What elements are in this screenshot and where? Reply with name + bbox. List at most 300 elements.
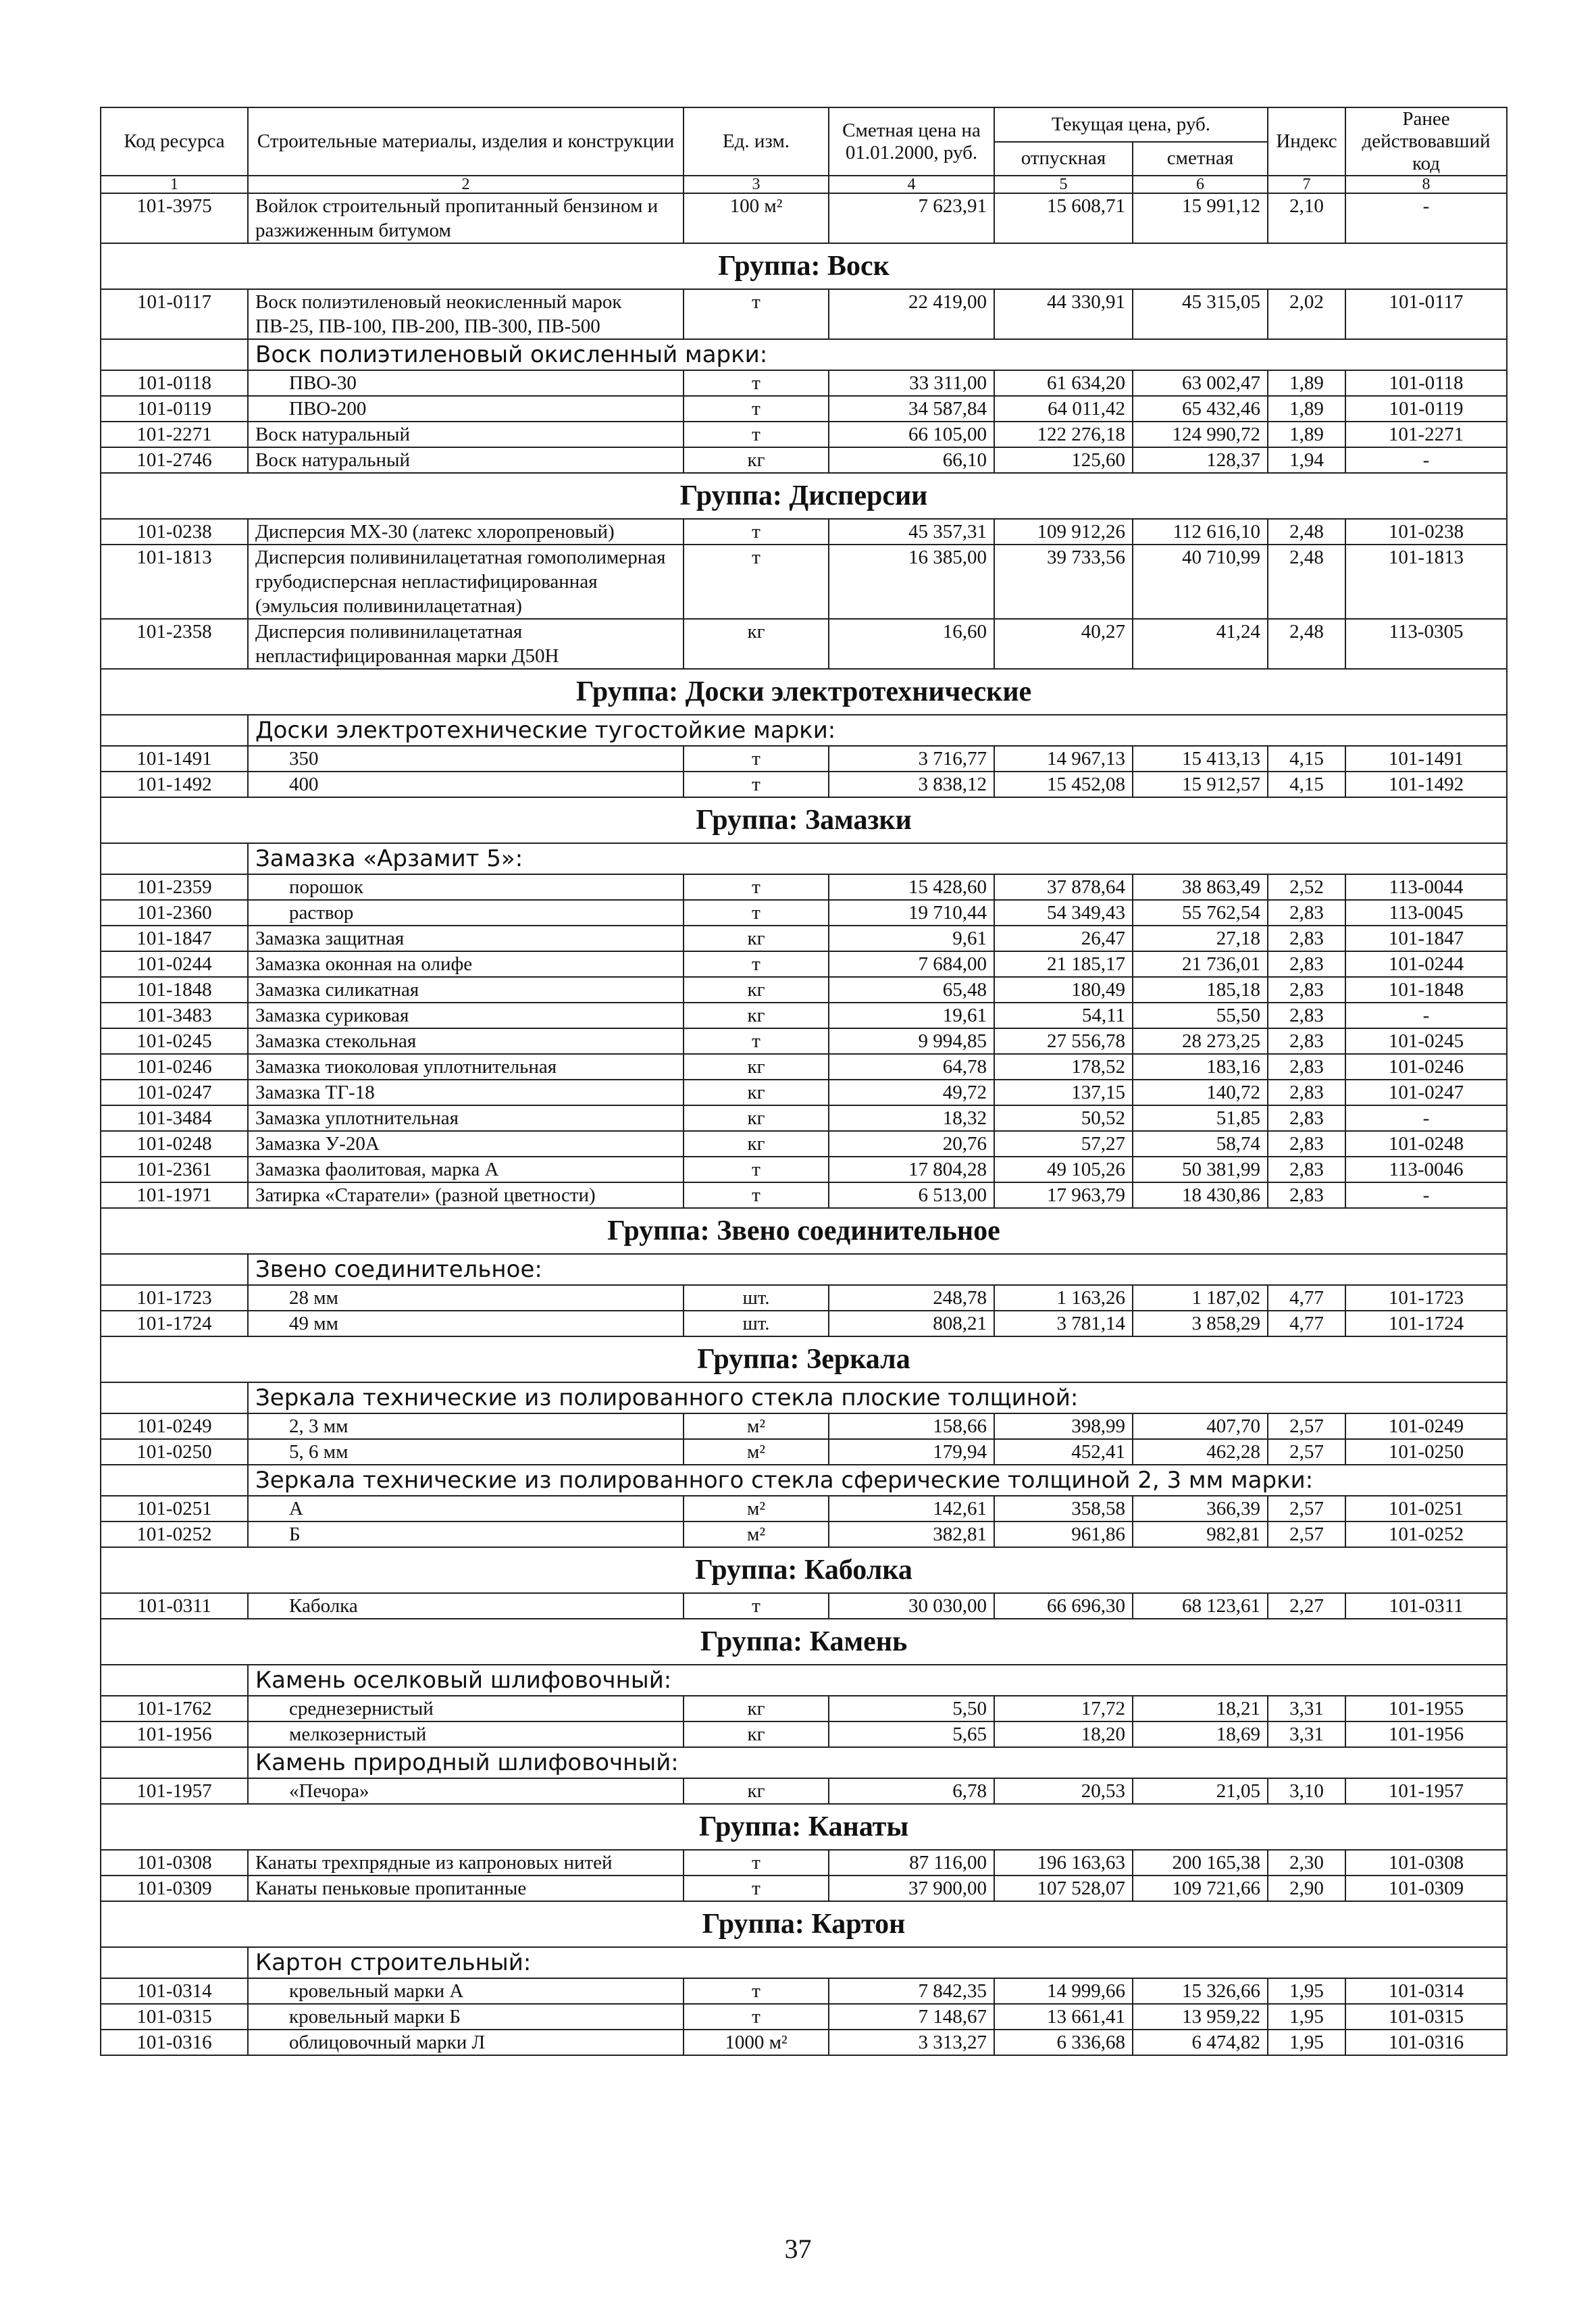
unit: т <box>684 1157 829 1182</box>
group-heading: Группа: Зеркала <box>101 1336 1507 1382</box>
release-price: 64 011,42 <box>994 396 1133 422</box>
table-row <box>101 1003 1507 1028</box>
column-number-row <box>101 176 1507 193</box>
estimate-price: 40 710,99 <box>1133 545 1268 619</box>
material-name: Замазка ТГ-18 <box>248 1080 684 1105</box>
release-price: 109 912,26 <box>994 519 1133 545</box>
base-price: 19,61 <box>829 1003 994 1028</box>
unit: т <box>684 746 829 772</box>
resource-code: 101-0118 <box>101 370 248 396</box>
previous-code: - <box>1345 1182 1507 1208</box>
subgroup-heading: Картон строительный: <box>248 1947 1507 1978</box>
resource-code: 101-0248 <box>101 1131 248 1157</box>
table-row <box>101 1850 1507 1876</box>
group-heading: Группа: Канаты <box>101 1804 1507 1850</box>
release-price: 27 556,78 <box>994 1028 1133 1054</box>
release-price: 180,49 <box>994 977 1133 1003</box>
base-price: 808,21 <box>829 1311 994 1336</box>
unit: кг <box>684 447 829 473</box>
group-heading-row <box>101 1619 1507 1665</box>
release-price: 21 185,17 <box>994 951 1133 977</box>
release-price: 20,53 <box>994 1778 1133 1804</box>
material-name: Канаты трехпрядные из капроновых нитей <box>248 1850 684 1876</box>
previous-code: 101-0117 <box>1345 289 1507 339</box>
previous-code: 101-1723 <box>1345 1285 1507 1311</box>
base-price: 22 419,00 <box>829 289 994 339</box>
resource-code: 101-2359 <box>101 874 248 900</box>
estimate-price: 50 381,99 <box>1133 1157 1268 1182</box>
estimate-price: 15 991,12 <box>1133 193 1268 243</box>
previous-code: 101-1956 <box>1345 1721 1507 1747</box>
price-index: 1,89 <box>1268 370 1345 396</box>
group-heading-row <box>101 1208 1507 1254</box>
resource-code: 101-0309 <box>101 1876 248 1901</box>
unit: т <box>684 1850 829 1876</box>
material-name: «Печора» <box>248 1778 684 1804</box>
base-price: 17 804,28 <box>829 1157 994 1182</box>
subgroup-spacer <box>101 1665 248 1696</box>
price-index: 2,48 <box>1268 519 1345 545</box>
col-number: 5 <box>994 176 1133 193</box>
estimate-price: 45 315,05 <box>1133 289 1268 339</box>
group-heading-row <box>101 669 1507 715</box>
estimate-price: 124 990,72 <box>1133 422 1268 447</box>
estimate-price: 55,50 <box>1133 1003 1268 1028</box>
resource-code: 101-0250 <box>101 1439 248 1465</box>
table-row <box>101 1131 1507 1157</box>
material-name: Воск натуральный <box>248 447 684 473</box>
unit: 100 м² <box>684 193 829 243</box>
price-index: 2,02 <box>1268 289 1345 339</box>
price-index: 2,83 <box>1268 1003 1345 1028</box>
estimate-price: 28 273,25 <box>1133 1028 1268 1054</box>
base-price: 19 710,44 <box>829 900 994 926</box>
base-price: 18,32 <box>829 1105 994 1131</box>
estimate-price: 18 430,86 <box>1133 1182 1268 1208</box>
table-row <box>101 1028 1507 1054</box>
unit: кг <box>684 1696 829 1721</box>
table-row <box>101 519 1507 545</box>
material-name: Б <box>248 1521 684 1547</box>
unit: кг <box>684 1105 829 1131</box>
resource-code: 101-0315 <box>101 2004 248 2030</box>
resource-code: 101-2271 <box>101 422 248 447</box>
resource-code: 101-3975 <box>101 193 248 243</box>
estimate-price: 18,69 <box>1133 1721 1268 1747</box>
release-price: 1 163,26 <box>994 1285 1133 1311</box>
subgroup-spacer <box>101 843 248 874</box>
estimate-price: 51,85 <box>1133 1105 1268 1131</box>
resource-code: 101-0247 <box>101 1080 248 1105</box>
previous-code: - <box>1345 1105 1507 1131</box>
estimate-price: 112 616,10 <box>1133 519 1268 545</box>
previous-code: 101-2271 <box>1345 422 1507 447</box>
previous-code: 101-0249 <box>1345 1413 1507 1439</box>
price-index: 1,95 <box>1268 2030 1345 2055</box>
material-name: порошок <box>248 874 684 900</box>
release-price: 107 528,07 <box>994 1876 1133 1901</box>
unit: т <box>684 874 829 900</box>
base-price: 179,94 <box>829 1439 994 1465</box>
previous-code: 101-0252 <box>1345 1521 1507 1547</box>
resource-code: 101-0245 <box>101 1028 248 1054</box>
group-heading-row <box>101 797 1507 843</box>
price-index: 2,90 <box>1268 1876 1345 1901</box>
material-name: раствор <box>248 900 684 926</box>
header-row <box>101 107 1507 142</box>
resource-code: 101-1847 <box>101 926 248 951</box>
base-price: 158,66 <box>829 1413 994 1439</box>
group-heading-row <box>101 243 1507 289</box>
release-price: 125,60 <box>994 447 1133 473</box>
material-name: Замазка оконная на олифе <box>248 951 684 977</box>
unit: т <box>684 1028 829 1054</box>
release-price: 37 878,64 <box>994 874 1133 900</box>
material-name: Замазка суриковая <box>248 1003 684 1028</box>
release-price: 57,27 <box>994 1131 1133 1157</box>
unit: кг <box>684 1778 829 1804</box>
header-unit: Ед. изм. <box>684 107 829 176</box>
material-name: Замазка стекольная <box>248 1028 684 1054</box>
col-number: 6 <box>1133 176 1268 193</box>
estimate-price: 982,81 <box>1133 1521 1268 1547</box>
base-price: 3 838,12 <box>829 772 994 797</box>
material-name: мелкозернистый <box>248 1721 684 1747</box>
unit: т <box>684 422 829 447</box>
previous-code: 101-0316 <box>1345 2030 1507 2055</box>
table-row <box>101 1439 1507 1465</box>
table-row <box>101 1157 1507 1182</box>
unit: м² <box>684 1413 829 1439</box>
base-price: 382,81 <box>829 1521 994 1547</box>
estimate-price: 15 326,66 <box>1133 1978 1268 2004</box>
base-price: 15 428,60 <box>829 874 994 900</box>
subgroup-heading: Звено соединительное: <box>248 1254 1507 1285</box>
material-name: Воск натуральный <box>248 422 684 447</box>
price-index: 3,10 <box>1268 1778 1345 1804</box>
subgroup-heading-row <box>101 1465 1507 1496</box>
resource-code: 101-2358 <box>101 619 248 669</box>
price-index: 3,31 <box>1268 1721 1345 1747</box>
subgroup-heading: Доски электротехнические тугостойкие марки: <box>248 715 1507 746</box>
material-name: 400 <box>248 772 684 797</box>
subgroup-heading: Воск полиэтиленовый окисленный марки: <box>248 339 1507 370</box>
unit: м² <box>684 1521 829 1547</box>
previous-code: 101-0238 <box>1345 519 1507 545</box>
previous-code: 101-0315 <box>1345 2004 1507 2030</box>
resource-code: 101-0117 <box>101 289 248 339</box>
material-name: 49 мм <box>248 1311 684 1336</box>
release-price: 14 999,66 <box>994 1978 1133 2004</box>
base-price: 65,48 <box>829 977 994 1003</box>
material-name: 2, 3 мм <box>248 1413 684 1439</box>
material-name: Затирка «Старатели» (разной цветности) <box>248 1182 684 1208</box>
subgroup-spacer <box>101 1747 248 1778</box>
release-price: 17,72 <box>994 1696 1133 1721</box>
previous-code: 101-0309 <box>1345 1876 1507 1901</box>
unit: т <box>684 519 829 545</box>
table-row <box>101 370 1507 396</box>
estimate-price: 15 912,57 <box>1133 772 1268 797</box>
resource-code: 101-0246 <box>101 1054 248 1080</box>
release-price: 6 336,68 <box>994 2030 1133 2055</box>
release-price: 196 163,63 <box>994 1850 1133 1876</box>
subgroup-heading-row <box>101 1665 1507 1696</box>
estimate-price: 1 187,02 <box>1133 1285 1268 1311</box>
release-price: 14 967,13 <box>994 746 1133 772</box>
resource-code: 101-3483 <box>101 1003 248 1028</box>
price-index: 1,95 <box>1268 1978 1345 2004</box>
estimate-price: 462,28 <box>1133 1439 1268 1465</box>
previous-code: - <box>1345 1003 1507 1028</box>
resource-code: 101-0308 <box>101 1850 248 1876</box>
base-price: 16 385,00 <box>829 545 994 619</box>
release-price: 66 696,30 <box>994 1593 1133 1619</box>
header-current-price: Текущая цена, руб. <box>994 107 1268 142</box>
subgroup-heading: Зеркала технические из полированного стекла сферические толщиной 2, 3 мм марки: <box>248 1465 1507 1496</box>
release-price: 44 330,91 <box>994 289 1133 339</box>
previous-code: - <box>1345 193 1507 243</box>
price-index: 4,77 <box>1268 1311 1345 1336</box>
estimate-price: 65 432,46 <box>1133 396 1268 422</box>
release-price: 358,58 <box>994 1496 1133 1521</box>
previous-code: 101-1847 <box>1345 926 1507 951</box>
unit: т <box>684 2004 829 2030</box>
price-index: 2,83 <box>1268 900 1345 926</box>
base-price: 3 716,77 <box>829 746 994 772</box>
previous-code: 101-0251 <box>1345 1496 1507 1521</box>
estimate-price: 128,37 <box>1133 447 1268 473</box>
previous-code: 101-0118 <box>1345 370 1507 396</box>
table-row <box>101 619 1507 669</box>
unit: м² <box>684 1496 829 1521</box>
table-row <box>101 1182 1507 1208</box>
page-number: 37 <box>784 2234 812 2264</box>
previous-code: 101-0308 <box>1345 1850 1507 1876</box>
material-name: ПВО-30 <box>248 370 684 396</box>
unit: кг <box>684 977 829 1003</box>
col-number: 2 <box>248 176 684 193</box>
price-index: 2,83 <box>1268 977 1345 1003</box>
resource-code: 101-0316 <box>101 2030 248 2055</box>
price-index: 2,48 <box>1268 545 1345 619</box>
col-number: 4 <box>829 176 994 193</box>
price-index: 4,77 <box>1268 1285 1345 1311</box>
estimate-price: 38 863,49 <box>1133 874 1268 900</box>
price-index: 2,83 <box>1268 1157 1345 1182</box>
table-row <box>101 1876 1507 1901</box>
material-name: Замазка У-20А <box>248 1131 684 1157</box>
estimate-price: 6 474,82 <box>1133 2030 1268 2055</box>
base-price: 66,10 <box>829 447 994 473</box>
table-row <box>101 1778 1507 1804</box>
base-price: 34 587,84 <box>829 396 994 422</box>
base-price: 16,60 <box>829 619 994 669</box>
subgroup-spacer <box>101 715 248 746</box>
subgroup-spacer <box>101 1382 248 1413</box>
material-name: среднезернистый <box>248 1696 684 1721</box>
resource-code: 101-0249 <box>101 1413 248 1439</box>
table-row <box>101 1105 1507 1131</box>
release-price: 18,20 <box>994 1721 1133 1747</box>
price-index: 1,95 <box>1268 2004 1345 2030</box>
material-name: 350 <box>248 746 684 772</box>
price-index: 2,83 <box>1268 1182 1345 1208</box>
price-index: 2,30 <box>1268 1850 1345 1876</box>
material-name: А <box>248 1496 684 1521</box>
material-name: Замазка защитная <box>248 926 684 951</box>
unit: т <box>684 1182 829 1208</box>
release-price: 39 733,56 <box>994 545 1133 619</box>
table-row <box>101 1311 1507 1336</box>
unit: т <box>684 1876 829 1901</box>
material-name: Замазка фаолитовая, марка А <box>248 1157 684 1182</box>
release-price: 54,11 <box>994 1003 1133 1028</box>
header-code: Код ресурса <box>101 107 248 176</box>
estimate-price: 15 413,13 <box>1133 746 1268 772</box>
subgroup-heading-row <box>101 1947 1507 1978</box>
previous-code: 101-0245 <box>1345 1028 1507 1054</box>
price-index: 2,57 <box>1268 1439 1345 1465</box>
resource-code: 101-1723 <box>101 1285 248 1311</box>
base-price: 49,72 <box>829 1080 994 1105</box>
estimate-price: 21,05 <box>1133 1778 1268 1804</box>
resource-code: 101-0251 <box>101 1496 248 1521</box>
table-row <box>101 1696 1507 1721</box>
base-price: 64,78 <box>829 1054 994 1080</box>
table-row <box>101 1080 1507 1105</box>
resource-code: 101-1762 <box>101 1696 248 1721</box>
unit: шт. <box>684 1285 829 1311</box>
estimate-price: 41,24 <box>1133 619 1268 669</box>
material-name: 28 мм <box>248 1285 684 1311</box>
material-name: кровельный марки Б <box>248 2004 684 2030</box>
material-name: кровельный марки А <box>248 1978 684 2004</box>
previous-code: 101-0119 <box>1345 396 1507 422</box>
release-price: 26,47 <box>994 926 1133 951</box>
resource-code: 101-1491 <box>101 746 248 772</box>
release-price: 54 349,43 <box>994 900 1133 926</box>
base-price: 66 105,00 <box>829 422 994 447</box>
release-price: 122 276,18 <box>994 422 1133 447</box>
unit: т <box>684 289 829 339</box>
estimate-price: 63 002,47 <box>1133 370 1268 396</box>
header-index: Индекс <box>1268 107 1345 176</box>
price-index: 2,27 <box>1268 1593 1345 1619</box>
resource-code: 101-1848 <box>101 977 248 1003</box>
unit: кг <box>684 1054 829 1080</box>
unit: м² <box>684 1439 829 1465</box>
header-base-price: Сметная цена на 01.01.2000, руб. <box>829 107 994 176</box>
base-price: 37 900,00 <box>829 1876 994 1901</box>
previous-code: 101-0246 <box>1345 1054 1507 1080</box>
unit: 1000 м² <box>684 2030 829 2055</box>
table-row <box>101 1496 1507 1521</box>
base-price: 30 030,00 <box>829 1593 994 1619</box>
release-price: 49 105,26 <box>994 1157 1133 1182</box>
estimate-price: 27,18 <box>1133 926 1268 951</box>
subgroup-heading-row <box>101 1254 1507 1285</box>
previous-code: 101-1957 <box>1345 1778 1507 1804</box>
col-number: 7 <box>1268 176 1345 193</box>
material-name: облицовочный марки Л <box>248 2030 684 2055</box>
price-index: 2,10 <box>1268 193 1345 243</box>
base-price: 33 311,00 <box>829 370 994 396</box>
header-name: Строительные материалы, изделия и конструкции <box>248 107 684 176</box>
group-heading-row <box>101 1547 1507 1593</box>
material-name: ПВО-200 <box>248 396 684 422</box>
unit: кг <box>684 926 829 951</box>
price-index: 1,89 <box>1268 422 1345 447</box>
estimate-price: 21 736,01 <box>1133 951 1268 977</box>
base-price: 7 148,67 <box>829 2004 994 2030</box>
previous-code: - <box>1345 447 1507 473</box>
previous-code: 101-0314 <box>1345 1978 1507 2004</box>
base-price: 87 116,00 <box>829 1850 994 1876</box>
price-index: 2,57 <box>1268 1521 1345 1547</box>
price-index: 2,83 <box>1268 1028 1345 1054</box>
estimate-price: 58,74 <box>1133 1131 1268 1157</box>
estimate-price: 407,70 <box>1133 1413 1268 1439</box>
material-name: Замазка уплотнительная <box>248 1105 684 1131</box>
table-row <box>101 951 1507 977</box>
price-index: 2,83 <box>1268 1105 1345 1131</box>
material-name: Замазка тиоколовая уплотнительная <box>248 1054 684 1080</box>
unit: шт. <box>684 1311 829 1336</box>
base-price: 142,61 <box>829 1496 994 1521</box>
header-release: отпускная <box>994 142 1133 176</box>
release-price: 15 452,08 <box>994 772 1133 797</box>
previous-code: 113-0045 <box>1345 900 1507 926</box>
subgroup-heading: Зеркала технические из полированного стекла плоские толщиной: <box>248 1382 1507 1413</box>
unit: т <box>684 396 829 422</box>
table-row <box>101 1978 1507 2004</box>
table-row <box>101 422 1507 447</box>
release-price: 15 608,71 <box>994 193 1133 243</box>
table-row <box>101 1593 1507 1619</box>
unit: т <box>684 900 829 926</box>
resource-code: 101-1957 <box>101 1778 248 1804</box>
group-heading: Группа: Замазки <box>101 797 1507 843</box>
table-row <box>101 926 1507 951</box>
group-heading: Группа: Каболка <box>101 1547 1507 1593</box>
subgroup-spacer <box>101 1465 248 1496</box>
resource-code: 101-1724 <box>101 1311 248 1336</box>
estimate-price: 200 165,38 <box>1133 1850 1268 1876</box>
resource-code: 101-1813 <box>101 545 248 619</box>
estimate-price: 18,21 <box>1133 1696 1268 1721</box>
header-prev-code: Ранее действовавший код <box>1345 107 1507 176</box>
release-price: 398,99 <box>994 1413 1133 1439</box>
material-name: Войлок строительный пропитанный бензином и разжиженным битумом <box>248 193 684 243</box>
previous-code: 113-0044 <box>1345 874 1507 900</box>
resource-code: 101-0311 <box>101 1593 248 1619</box>
group-heading: Группа: Дисперсии <box>101 473 1507 519</box>
table-row <box>101 545 1507 619</box>
previous-code: 101-1848 <box>1345 977 1507 1003</box>
estimate-price: 183,16 <box>1133 1054 1268 1080</box>
price-index: 2,83 <box>1268 926 1345 951</box>
release-price: 3 781,14 <box>994 1311 1133 1336</box>
resource-code: 101-0252 <box>101 1521 248 1547</box>
header-estimate: сметная <box>1133 142 1268 176</box>
subgroup-heading-row <box>101 1382 1507 1413</box>
group-heading: Группа: Камень <box>101 1619 1507 1665</box>
previous-code: 113-0046 <box>1345 1157 1507 1182</box>
table-row <box>101 772 1507 797</box>
group-heading-row <box>101 1901 1507 1947</box>
table-row <box>101 193 1507 243</box>
